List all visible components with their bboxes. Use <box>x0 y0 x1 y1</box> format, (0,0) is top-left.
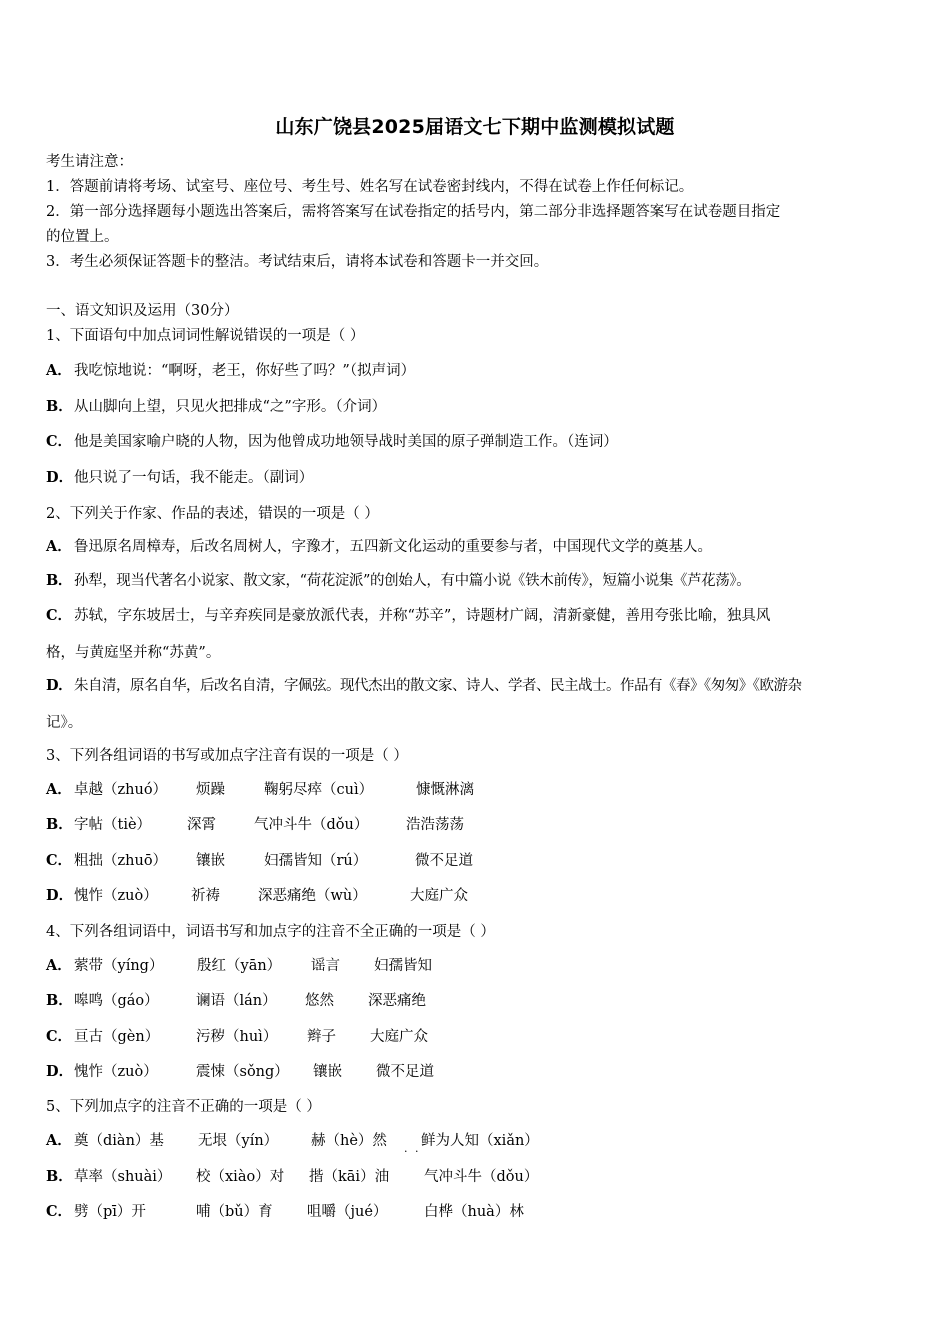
option-text: 他是美国家喻户晓的人物，因为他曾成功地领导战时美国的原子弹制造工作。（连词） <box>74 434 618 450</box>
option-word: 草率（shuài） <box>74 1169 172 1185</box>
question-5-stem: 5、下列加点字的注音不正确的一项是（ ） <box>46 1099 321 1115</box>
option-word: 嗥鸣（gáo） <box>74 993 159 1009</box>
option-letter: A． <box>46 362 72 379</box>
option-word: 镶嵌 <box>196 853 225 869</box>
option-row <box>46 1202 916 1222</box>
option-letter: D． <box>46 469 74 486</box>
option-row <box>46 397 916 417</box>
option-row <box>46 676 916 696</box>
option-word: 揩（kāi）油 <box>309 1169 390 1185</box>
page-title: 山东广饶县2025届语文七下期中监测模拟试题 <box>275 116 675 138</box>
option-word: 赫（hè）然 <box>311 1133 387 1149</box>
option-row <box>46 991 916 1011</box>
option-letter: B． <box>46 398 73 415</box>
option-row <box>46 468 916 488</box>
option-row <box>46 886 916 906</box>
option-letter: D． <box>46 1063 74 1080</box>
option-letter: B． <box>46 816 73 833</box>
option-word: 殷红（yān） <box>197 958 282 974</box>
option-row <box>46 537 916 557</box>
option-word: 气冲斗牛（dǒu） <box>424 1169 539 1185</box>
option-word: 萦带（yíng） <box>74 958 164 974</box>
option-row <box>46 432 916 452</box>
option-word: 咀嚼（jué） <box>307 1204 388 1220</box>
option-word: 愧怍（zuò） <box>74 1064 158 1080</box>
option-word: 劈（pī）开 <box>74 1204 146 1220</box>
option-letter: C． <box>46 1203 73 1220</box>
option-word: 微不足道 <box>376 1064 434 1080</box>
option-letter: A． <box>46 781 72 798</box>
option-word: 深霄 <box>187 817 216 833</box>
option-row <box>46 815 916 835</box>
notice-item: 3．考生必须保证答题卡的整洁。考试结束后，请将本试卷和答题卡一并交回。 <box>46 254 549 270</box>
option-text: 朱自清，原名自华，后改名自清，字佩弦。现代杰出的散文家、诗人、学者、民主战士。作品有《春》《匆匆》《欧游杂 <box>74 678 802 694</box>
option-letter: B． <box>46 1168 73 1185</box>
option-word: 深恶痛绝（wù） <box>258 888 367 904</box>
notice-item: 2．第一部分选择题每小题选出答案后，需将答案写在试卷指定的括号内，第二部分非选择题答案写在试卷题目指定 <box>46 204 781 220</box>
option-word: 妇孺皆知 <box>374 958 432 974</box>
option-row <box>46 1027 916 1047</box>
option-word: 卓越（zhuó） <box>74 782 168 798</box>
option-word: 浩浩荡荡 <box>406 817 464 833</box>
option-row <box>46 1131 916 1151</box>
option-row <box>46 1167 916 1187</box>
option-word: 大庭广众 <box>370 1029 428 1045</box>
option-word: 悠然 <box>305 993 334 1009</box>
option-row <box>46 1062 916 1082</box>
option-letter: C． <box>46 607 73 624</box>
question-1-stem: 1、下面语句中加点词词性解说错误的一项是（ ） <box>46 328 365 344</box>
option-row-continued <box>46 713 916 733</box>
option-letter: C． <box>46 852 73 869</box>
notice-item: 的位置上。 <box>46 229 119 245</box>
option-letter: A． <box>46 1132 72 1149</box>
option-letter: B． <box>46 572 72 589</box>
option-letter: D． <box>46 677 73 694</box>
option-word: 奠（diàn）基 <box>74 1133 164 1149</box>
option-text: 鲁迅原名周樟寿，后改名周树人，字豫才，五四新文化运动的重要参与者，中国现代文学的奠基人。 <box>74 539 712 555</box>
notice-heading: 考生请注意： <box>46 154 133 170</box>
option-word: 气冲斗牛（dǒu） <box>254 817 369 833</box>
option-text: 记》。 <box>46 715 83 731</box>
question-4-stem: 4、下列各组词语中，词语书写和加点字的注音不全正确的一项是（ ） <box>46 924 495 940</box>
option-letter: A． <box>46 538 72 555</box>
question-2-stem: 2、下列关于作家、作品的表述，错误的一项是（ ） <box>46 506 379 522</box>
option-word: 鲜为人知（xiǎn） <box>421 1133 539 1149</box>
option-text: 从山脚向上望，只见火把排成“之”字形。（介词） <box>74 399 387 415</box>
notice-item: 1．答题前请将考场、试室号、座位号、考生号、姓名写在试卷密封线内，不得在试卷上作任何标记。 <box>46 179 694 195</box>
option-word: 白桦（huà）林 <box>424 1204 524 1220</box>
option-text: 我吃惊地说：“啊呀，老王，你好些了吗？”（拟声词） <box>74 363 416 379</box>
option-letter: D． <box>46 887 74 904</box>
option-word: 愧怍（zuò） <box>74 888 158 904</box>
option-letter: B． <box>46 992 73 1009</box>
question-3-stem: 3、下列各组词语的书写或加点字注音有误的一项是（ ） <box>46 748 408 764</box>
option-word: 鞠躬尽瘁（cuì） <box>264 782 374 798</box>
option-word: 微不足道 <box>415 853 473 869</box>
option-letter: C． <box>46 1028 73 1045</box>
option-word: 粗拙（zhuō） <box>74 853 168 869</box>
option-word: 镶嵌 <box>313 1064 342 1080</box>
option-word: 震悚（sǒng） <box>196 1064 289 1080</box>
option-text: 苏轼，字东坡居士，与辛弃疾同是豪放派代表，并称“苏辛”，诗题材广阔，清新豪健，善用夸张比喻，独具风 <box>74 608 771 624</box>
option-word: 大庭广众 <box>410 888 468 904</box>
option-word: 谰语（lán） <box>196 993 277 1009</box>
option-letter: C． <box>46 433 73 450</box>
option-word: 慷慨淋漓 <box>416 782 474 798</box>
option-word: 亘古（gèn） <box>74 1029 160 1045</box>
option-row <box>46 606 916 626</box>
option-row <box>46 956 916 976</box>
option-word: 校（xiào）对 <box>196 1169 285 1185</box>
option-letter: A． <box>46 957 72 974</box>
option-word: 烦躁 <box>196 782 225 798</box>
option-word: 深恶痛绝 <box>368 993 426 1009</box>
option-word: 谣言 <box>311 958 340 974</box>
option-word: 祈祷 <box>191 888 220 904</box>
option-row-continued <box>46 643 916 663</box>
option-text: 他只说了一句话，我不能走。（副词） <box>74 470 314 486</box>
option-row <box>46 571 916 591</box>
section-heading: 一、语文知识及运用（30分） <box>46 303 239 319</box>
option-word: 辫子 <box>307 1029 336 1045</box>
option-text: 格，与黄庭坚并称“苏黄”。 <box>46 645 221 661</box>
option-word: 哺（bǔ）育 <box>196 1204 273 1220</box>
option-text: 孙犁，现当代著名小说家、散文家，“荷花淀派”的创始人，有中篇小说《铁木前传》，短篇小说集《芦花荡》。 <box>74 573 751 589</box>
option-word: 字帖（tiè） <box>74 817 152 833</box>
option-word: 无垠（yín） <box>198 1133 279 1149</box>
option-word: 妇孺皆知（rú） <box>264 853 368 869</box>
option-row <box>46 361 916 381</box>
emphasis-dots: . . <box>404 1142 421 1155</box>
option-row <box>46 851 916 871</box>
option-word: 污秽（huì） <box>196 1029 278 1045</box>
option-row <box>46 780 916 800</box>
